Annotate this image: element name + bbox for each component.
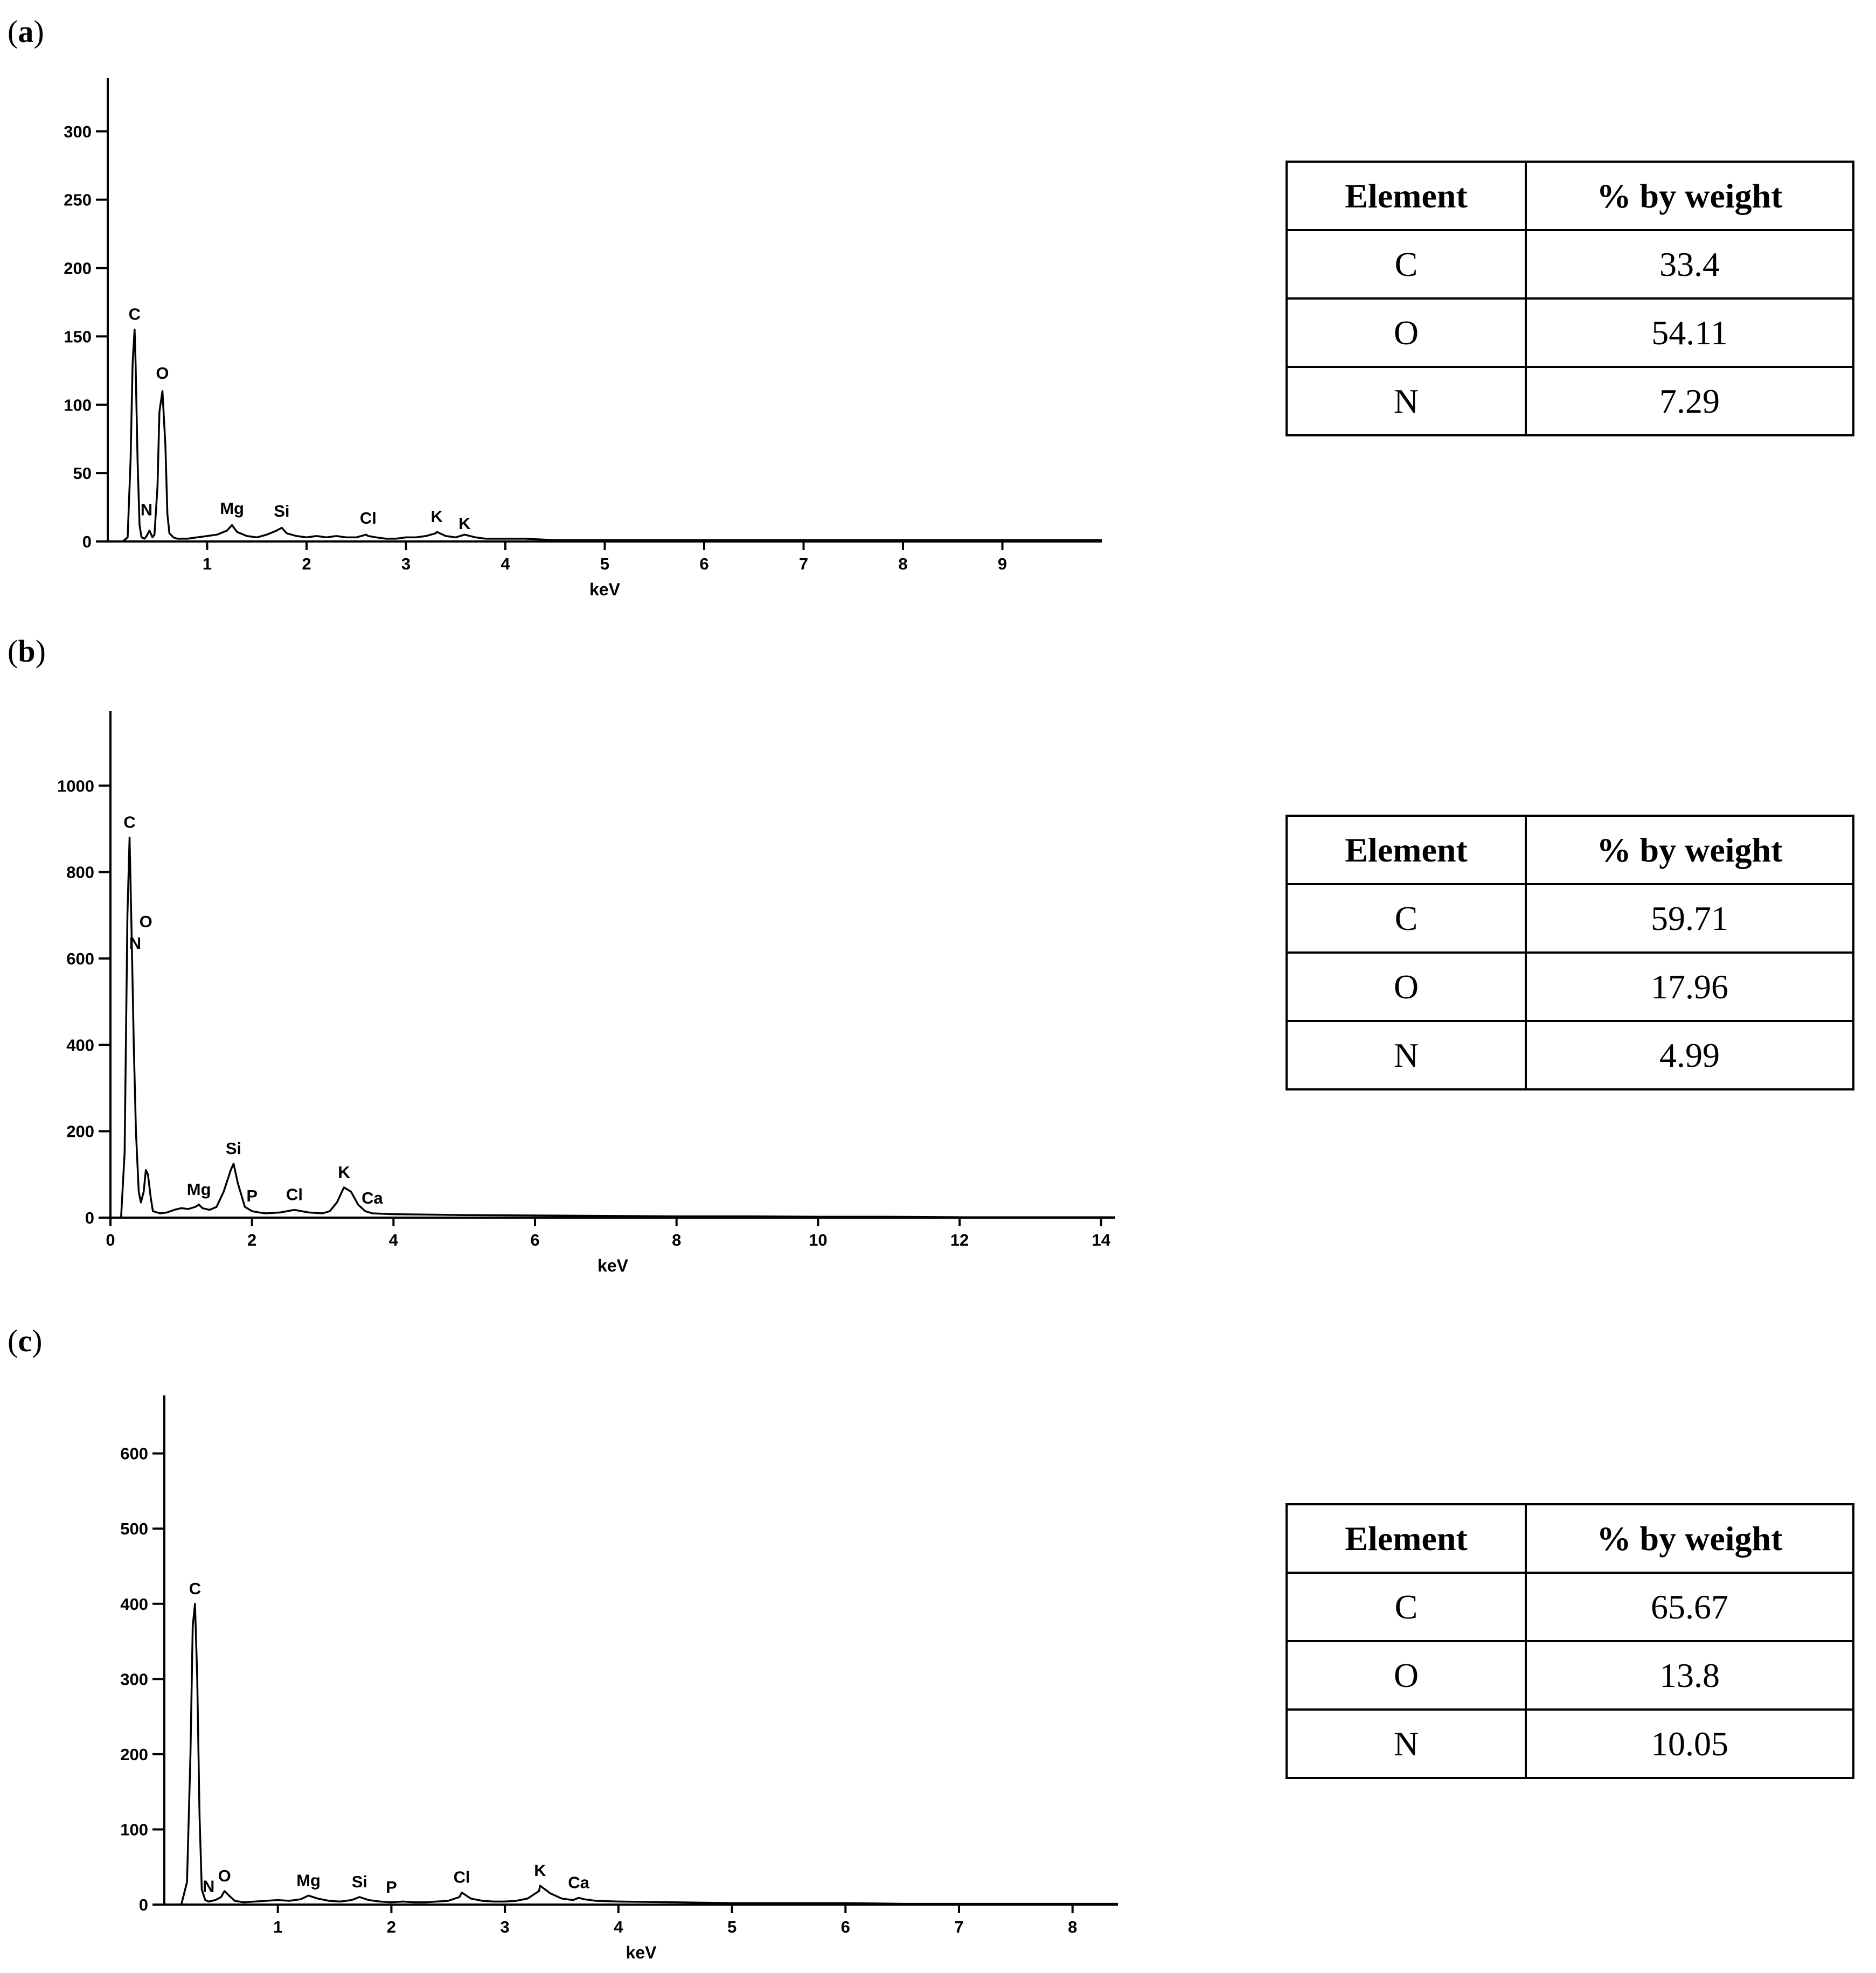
composition-table-a [1286,161,1854,436]
table-row [1287,298,1853,367]
x-tick-label: 7 [954,1918,964,1936]
peak-label: Cl [359,508,377,527]
x-tick-label: 2 [386,1918,397,1936]
element-cell: N [1287,1021,1526,1089]
column-header-weight: % by weight [1526,816,1853,884]
peak-label: C [189,1579,202,1598]
peak-label: Si [225,1138,242,1158]
x-tick-label: 14 [1092,1231,1110,1249]
table-row [1287,367,1853,435]
weight-cell: 54.11 [1526,298,1853,367]
panel-label-a: (a) [8,14,44,49]
x-tick-label: 5 [727,1918,737,1936]
y-tick-label: 150 [64,327,92,346]
element-cell: C [1287,1573,1526,1641]
x-tick-label: 9 [997,554,1008,573]
peak-label: Si [351,1872,368,1892]
y-tick-label: 200 [120,1745,148,1764]
peak-label: C [128,304,141,324]
eds-spectrum-chart-c [0,1315,1142,1973]
peak-label: P [386,1877,397,1896]
peak-label: P [246,1186,258,1205]
composition-table-c [1286,1503,1854,1779]
x-tick-label: 10 [809,1231,828,1249]
table-header-row [1287,816,1853,884]
peak-label: O [156,363,169,383]
x-tick-label: 0 [106,1231,115,1249]
peak-label: Ca [362,1188,383,1207]
peak-label: K [458,513,471,533]
weight-cell: 4.99 [1526,1021,1853,1089]
x-tick-label: 3 [401,554,411,573]
weight-cell: 7.29 [1526,367,1853,435]
y-tick-label: 0 [82,532,92,551]
peak-label: C [123,812,136,832]
x-tick-label: 2 [302,554,311,573]
x-tick-label: 6 [840,1918,850,1936]
panel-label-b: (b) [8,634,46,669]
x-axis-label: keV [589,580,620,599]
y-tick-label: 200 [64,259,92,278]
peak-label: O [218,1866,231,1885]
y-tick-label: 1000 [57,776,94,796]
column-header-element: Element [1287,1504,1526,1573]
y-tick-label: 800 [66,863,94,882]
table-row [1287,1573,1853,1641]
peak-label: Ca [568,1873,589,1892]
y-tick-label: 600 [66,949,94,968]
composition-table-b [1286,815,1854,1090]
y-tick-label: 100 [64,395,92,415]
peak-label: K [534,1861,546,1880]
table-row [1287,884,1853,953]
y-tick-label: 600 [120,1444,148,1463]
element-cell: C [1287,230,1526,298]
x-tick-label: 1 [273,1918,283,1936]
element-cell: O [1287,298,1526,367]
peak-label: N [202,1877,215,1896]
element-cell: O [1287,1641,1526,1710]
peak-label: Si [274,502,290,521]
y-tick-label: 500 [120,1519,148,1539]
panel-label-c: (c) [8,1323,43,1358]
peak-label: N [140,500,153,519]
element-cell: N [1287,1710,1526,1778]
weight-cell: 59.71 [1526,884,1853,953]
x-tick-label: 1 [202,554,212,573]
column-header-weight: % by weight [1526,162,1853,230]
peak-label: K [338,1162,350,1182]
x-tick-label: 5 [600,554,610,573]
x-tick-label: 2 [247,1231,257,1249]
spectrum-line [164,1604,1118,1905]
x-tick-label: 6 [699,554,709,573]
x-tick-label: 4 [501,554,510,573]
y-tick-label: 0 [138,1895,148,1914]
weight-cell: 33.4 [1526,230,1853,298]
x-tick-label: 8 [898,554,908,573]
peak-label: Mg [186,1179,211,1199]
y-tick-label: 250 [64,190,92,210]
table-header-row [1287,1504,1853,1573]
column-header-weight: % by weight [1526,1504,1853,1573]
x-tick-label: 8 [672,1231,682,1249]
x-tick-label: 12 [950,1231,969,1249]
element-cell: O [1287,953,1526,1021]
spectrum-line [108,330,1102,541]
table-header-row [1287,162,1853,230]
table-row [1287,953,1853,1021]
x-tick-label: 4 [388,1231,398,1249]
peak-label: Cl [453,1867,470,1887]
peak-label: Mg [296,1871,321,1890]
y-tick-label: 400 [120,1594,148,1614]
weight-cell: 65.67 [1526,1573,1853,1641]
weight-cell: 17.96 [1526,953,1853,1021]
y-tick-label: 100 [120,1820,148,1839]
x-tick-label: 3 [500,1918,510,1936]
y-tick-label: 0 [85,1208,94,1227]
peak-label: N [129,933,142,953]
eds-spectrum-chart-b [0,630,1142,1298]
element-cell: C [1287,884,1526,953]
y-tick-label: 400 [66,1036,94,1055]
x-axis-label: keV [597,1256,628,1275]
peak-label: O [139,912,152,931]
column-header-element: Element [1287,162,1526,230]
spectrum-line [110,838,1115,1218]
weight-cell: 13.8 [1526,1641,1853,1710]
x-tick-label: 6 [530,1231,540,1249]
peak-label: Cl [286,1185,303,1204]
column-header-element: Element [1287,816,1526,884]
peak-label: K [430,507,443,526]
element-cell: N [1287,367,1526,435]
y-tick-label: 200 [66,1122,94,1141]
table-row [1287,1641,1853,1710]
x-tick-label: 4 [614,1918,623,1936]
x-tick-label: 8 [1068,1918,1078,1936]
y-tick-label: 300 [64,122,92,141]
weight-cell: 10.05 [1526,1710,1853,1778]
table-row [1287,1710,1853,1778]
y-tick-label: 300 [120,1670,148,1689]
x-axis-label: keV [626,1943,657,1962]
x-tick-label: 7 [798,554,809,573]
peak-label: Mg [220,499,245,518]
table-row [1287,1021,1853,1089]
table-row [1287,230,1853,298]
eds-spectrum-chart-a [0,0,1131,603]
y-tick-label: 50 [73,464,92,483]
